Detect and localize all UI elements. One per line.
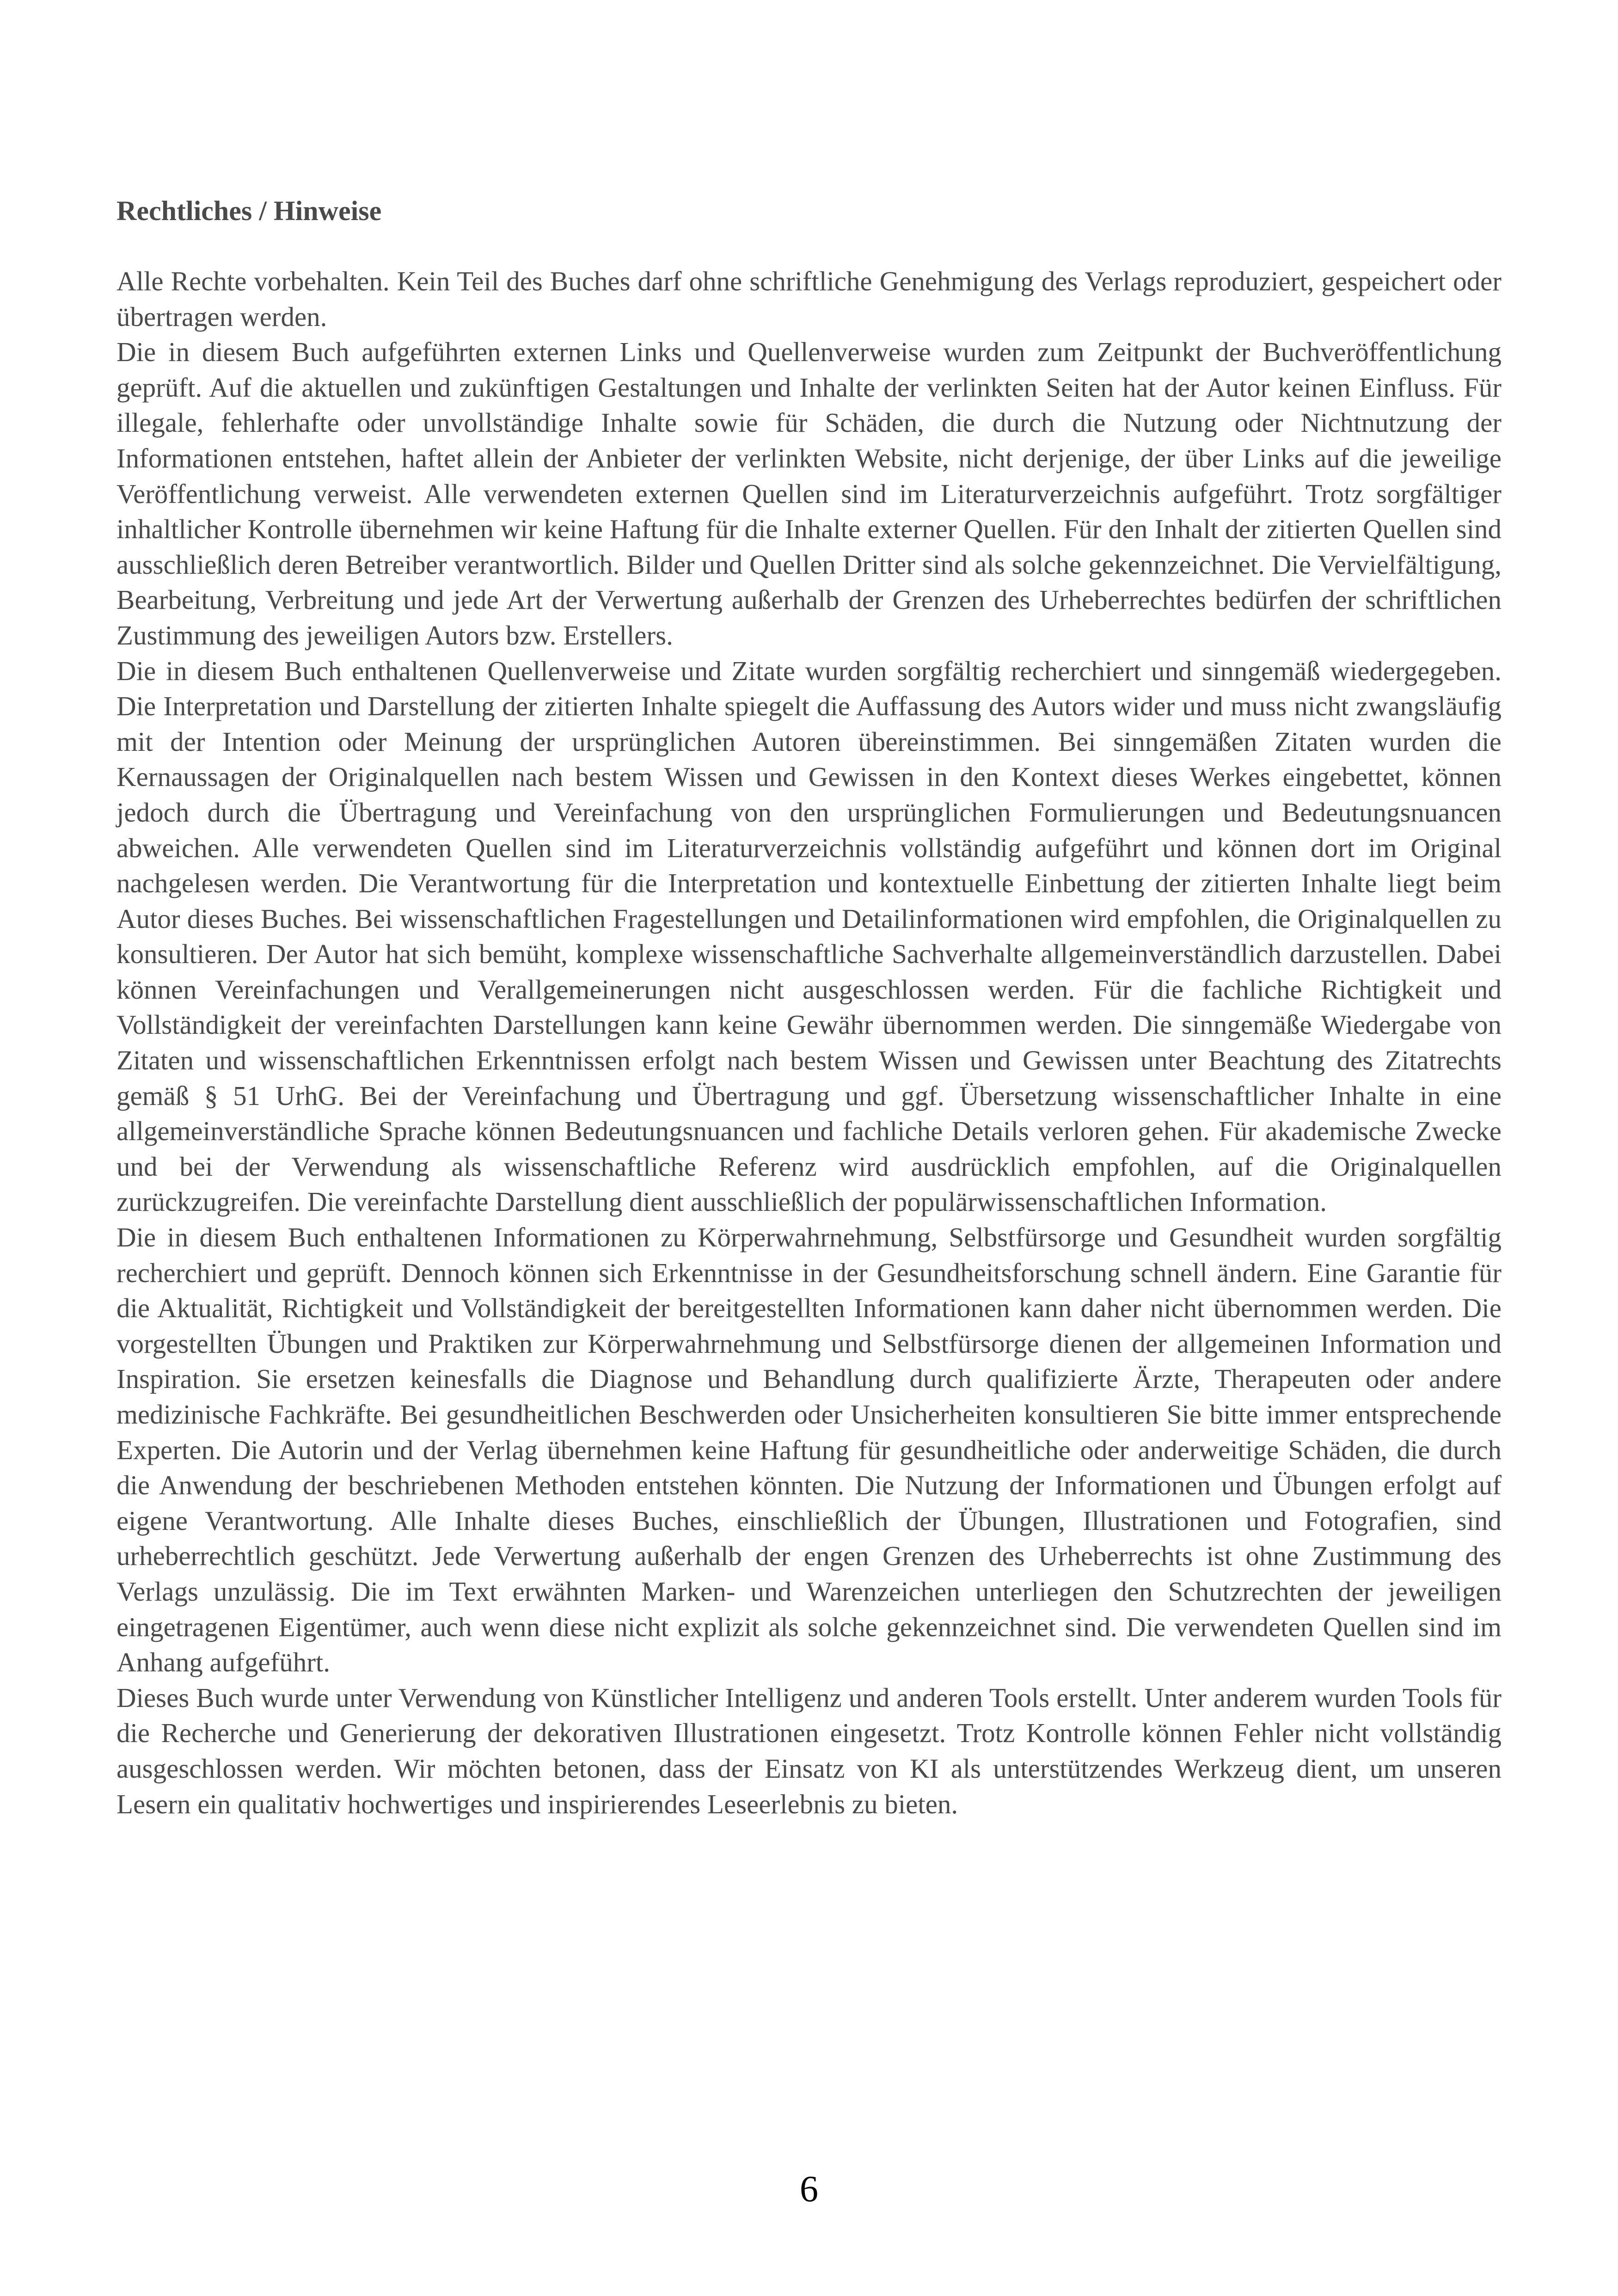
section-heading: Rechtliches / Hinweise (116, 196, 382, 226)
page-number: 6 (800, 2169, 818, 2210)
paragraph-citations: Die in diesem Buch enthaltenen Quellenverweise und Zitate wurden sorgfältig recherchiert und sinngemäß wiedergegeben. Die Interpretation und Darstellung der zitierten Inhalte spiegelt die Auffassung des Autors wider und muss nicht zwangsläufig mit der Intention oder Meinung der ursprünglichen Autoren übereinstimmen. Bei sinngemäßen Zitaten wurden die Kernaussagen der Originalquellen nach bestem Wissen und Gewissen in den Kontext dieses Werkes eingebettet, können jedoch durch die Übertragung und Vereinfachung von den ursprünglichen Formulierungen und Bedeutungsnuancen abweichen. Alle verwendeten Quellen sind im Literaturverzeichnis vollständig aufgeführt und können dort im Original nachgelesen werden. Die Verantwortung für die Interpretation und kontextuelle Einbettung der zitierten Inhalte liegt beim Autor dieses Buches. Bei wissenschaftlichen Fragestellungen und Detailinformationen wird empfohlen, die Originalquellen zu konsultieren. Der Autor hat sich bemüht, komplexe wissenschaftliche Sachverhalte allgemeinverständlich darzustellen. Dabei können Vereinfachungen und Verallgemeinerungen nicht ausgeschlossen werden. Für die fachliche Richtigkeit und Vollständigkeit der vereinfachten Darstellungen kann keine Gewähr übernommen werden. Die sinngemäße Wiedergabe von Zitaten und wissenschaftlichen Erkenntnissen erfolgt nach bestem Wissen und Gewissen unter Beachtung des Zitatrechts gemäß § 51 UrhG. Bei der Vereinfachung und Übertragung und ggf. Übersetzung wissenschaftlicher Inhalte in eine allgemeinverständliche Sprache können Bedeutungsnuancen und fachliche Details verloren gehen. Für akademische Zwecke und bei der Verwendung als wissenschaftliche Referenz wird ausdrücklich empfohlen, auf die Originalquellen zurückzugreifen. Die vereinfachte Darstellung dient ausschließlich der populärwissenschaftlichen Information. (116, 655, 1502, 1217)
paragraph-ai-notice: Dieses Buch wurde unter Verwendung von Künstlicher Intelligenz und anderen Tools erstellt. Unter anderem wurden Tools für die Recherche und Generierung der dekorativen Illustrationen eingesetzt. Trotz Kontrolle können Fehler nicht vollständig ausgeschlossen werden. Wir möchten betonen, dass der Einsatz von KI als unterstützendes Werkzeug dient, um unseren Lesern ein qualitativ hochwertiges und inspirierendes Leseerlebnis zu bieten. (116, 1682, 1502, 1819)
paragraph-external-links: Die in diesem Buch aufgeführten externen Links und Quellenverweise wurden zum Zeitpunkt der Buchveröffentlichung geprüft. Auf die aktuellen und zukünftigen Gestaltungen und Inhalte der verlinkten Seiten hat der Autor keinen Einfluss. Für illegale, fehlerhafte oder unvollständige Inhalte sowie für Schäden, die durch die Nutzung oder Nichtnutzung der Informationen entstehen, haftet allein der Anbieter der verlinkten Website, nicht derjenige, der über Links auf die jeweilige Veröffentlichung verweist. Alle verwendeten externen Quellen sind im Literaturverzeichnis aufgeführt. Trotz sorgfältiger inhaltlicher Kontrolle übernehmen wir keine Haftung für die Inhalte externer Quellen. Für den Inhalt der zitierten Quellen sind ausschließlich deren Betreiber verantwortlich. Bilder und Quellen Dritter sind als solche gekennzeichnet. Die Vervielfältigung, Bearbeitung, Verbreitung und jede Art der Verwertung außerhalb der Grenzen des Urheberrechtes bedürfen der schriftlichen Zustimmung des jeweiligen Autors bzw. Erstellers. (116, 337, 1502, 651)
paragraph-rights-reserved: Alle Rechte vorbehalten. Kein Teil des Buches darf ohne schriftliche Genehmigung des Verlags reproduziert, gespeichert oder übertragen werden. (116, 266, 1502, 332)
page-content (116, 193, 1502, 1822)
paragraph-health-disclaimer: Die in diesem Buch enthaltenen Informationen zu Körperwahrnehmung, Selbstfürsorge und Gesundheit wurden sorgfältig recherchiert und geprüft. Dennoch können sich Erkenntnisse in der Gesundheitsforschung schnell ändern. Eine Garantie für die Aktualität, Richtigkeit und Vollständigkeit der bereitgestellten Informationen kann daher nicht übernommen werden. Die vorgestellten Übungen und Praktiken zur Körperwahrnehmung und Selbstfürsorge dienen der allgemeinen Information und Inspiration. Sie ersetzen keinesfalls die Diagnose und Behandlung durch qualifizierte Ärzte, Therapeuten oder andere medizinische Fachkräfte. Bei gesundheitlichen Beschwerden oder Unsicherheiten konsultieren Sie bitte immer entsprechende Experten. Die Autorin und der Verlag übernehmen keine Haftung für gesundheitliche oder anderweitige Schäden, die durch die Anwendung der beschriebenen Methoden entstehen könnten. Die Nutzung der Informationen und Übungen erfolgt auf eigene Verantwortung. Alle Inhalte dieses Buches, einschließlich der Übungen, Illustrationen und Fotografien, sind urheberrechtlich geschützt. Jede Verwertung außerhalb der engen Grenzen des Urheberrechts ist ohne Zustimmung des Verlags unzulässig. Die im Text erwähnten Marken- und Warenzeichen unterliegen den Schutzrechten der jeweiligen eingetragenen Eigentümer, auch wenn diese nicht explizit als solche gekennzeichnet sind. Die verwendeten Quellen sind im Anhang aufgeführt. (116, 1222, 1502, 1678)
